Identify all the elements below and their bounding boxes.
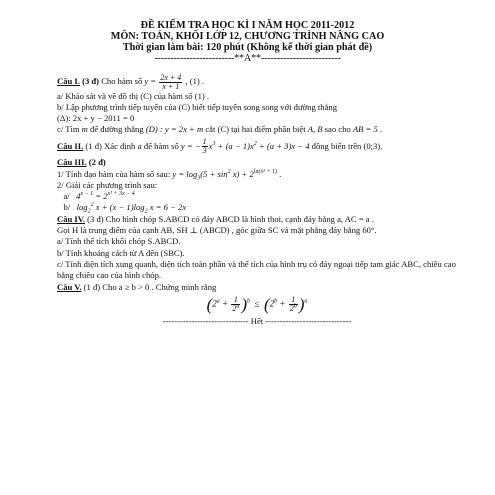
exam-end: ------------------------------ Hết ------------------------------ [162, 315, 352, 326]
q2-function: y = − $\frac{1}{3}$ $x^3 + (a - 1)x^2 + (a + 3)x - 4$ [180, 137, 310, 156]
q1-intro: Câu I. (3 đ) Cho hàm số y = $\frac{2x + 4}{x + 1}$ , (1) . [57, 72, 205, 91]
q5-label: Câu V. [57, 281, 82, 292]
q1-label: Câu I. [57, 76, 80, 86]
q4-part-a: a/ Tính thể tích khối chóp S.ABCD. [57, 236, 181, 247]
q1-part-c: c/ Tìm m để đường thẳng (D) : y = 2x + m cắt (C) tại hai điểm phân biệt A, B sao cho AB = 5 . [57, 124, 383, 135]
q3-eq-a: a/ $4^{x - 1} = 2^{x^2 + 3x - 4}$ [63, 191, 135, 202]
q3-eq-b: b/ $\log_2^2 x + (x - 1)\log_2$ x = 6 − 2x [63, 202, 187, 216]
q1-part-a: a/ Khảo sát và vẽ đồ thị (C) của hàm số (1) . [57, 90, 210, 101]
q1-part-b-line: (Δ): 2x + y − 2011 = 0 [57, 113, 135, 124]
exam-header [0, 20, 495, 64]
q3-label: Câu III. [57, 157, 87, 168]
q5-intro: Câu V. (1 đ) Cho a ≥ b > 0 . Chứng minh rằng [57, 281, 217, 292]
q1-function: y = $\frac{2x + 4}{x + 1}$ [144, 72, 182, 91]
q3-heading: Câu III. (2 đ) [57, 157, 106, 168]
exam-title: ĐỀ KIỂM TRA HỌC KÌ I NĂM HỌC 2011-2012 [140, 20, 355, 31]
q4-part-b: b/ Tính khoảng cách từ A đến (SBC). [57, 247, 185, 258]
q4-label: Câu IV. [57, 213, 86, 224]
q2-label: Câu II. [57, 140, 84, 151]
exam-time: Thời gian làm bài: 120 phút (Không kể thời gian phát đề) [122, 42, 373, 53]
q3-part-2: 2/ Giải các phương trình sau: [57, 179, 158, 190]
exam-code-line: -------------------------**A**------------------------- [154, 53, 341, 64]
exam-subject: MÔN: TOÁN, KHỐI LỚP 12, CHƯƠNG TRÌNH NÂNG CAO [110, 31, 385, 42]
q3-part-1: 1/ Tính đạo hàm của hàm số sau: $y = \log_3(5 + \sin^2 x) + 2^{ln(x^2 + 1)}$ . [57, 168, 282, 182]
q1-part-b: b/ Lập phương trình tiếp tuyến của (C) biết tiếp tuyến song song với đường thẳng [57, 101, 338, 112]
q4-line-2: Gọi H là trung điểm của cạnh AB, SH ⊥ (ABCD) , góc giữa SC và mặt phẳng đáy bằng 60°. [57, 225, 377, 236]
q4-part-c: c/ Tính diện tích xung quanh, diện tích toàn phần và thể tích của hình trụ có đáy ngoại tiếp tam giác ABC, chiều cao bằng chiều cao của hình chóp. [57, 258, 456, 281]
q5-inequality: ($2^a$ + $\frac{1}{2^a}$ )$^b \le (2^b$ + $\frac{1}{2^b}$ )$^a$ [206, 294, 308, 314]
q4-intro: Câu IV. (3 đ) Cho hình chóp S.ABCD có đáy ABCD là hình thoi, cạnh đáy bằng a, AC = a . [57, 213, 374, 224]
q2: Câu II. (1 đ) Xác định a để hàm số y = − $\frac{1}{3}$ $x^3 + (a - 1)x^2 + (a + 3)x - 4$ đồng biến trên (0;3). [57, 137, 383, 156]
exam-body [57, 73, 457, 327]
